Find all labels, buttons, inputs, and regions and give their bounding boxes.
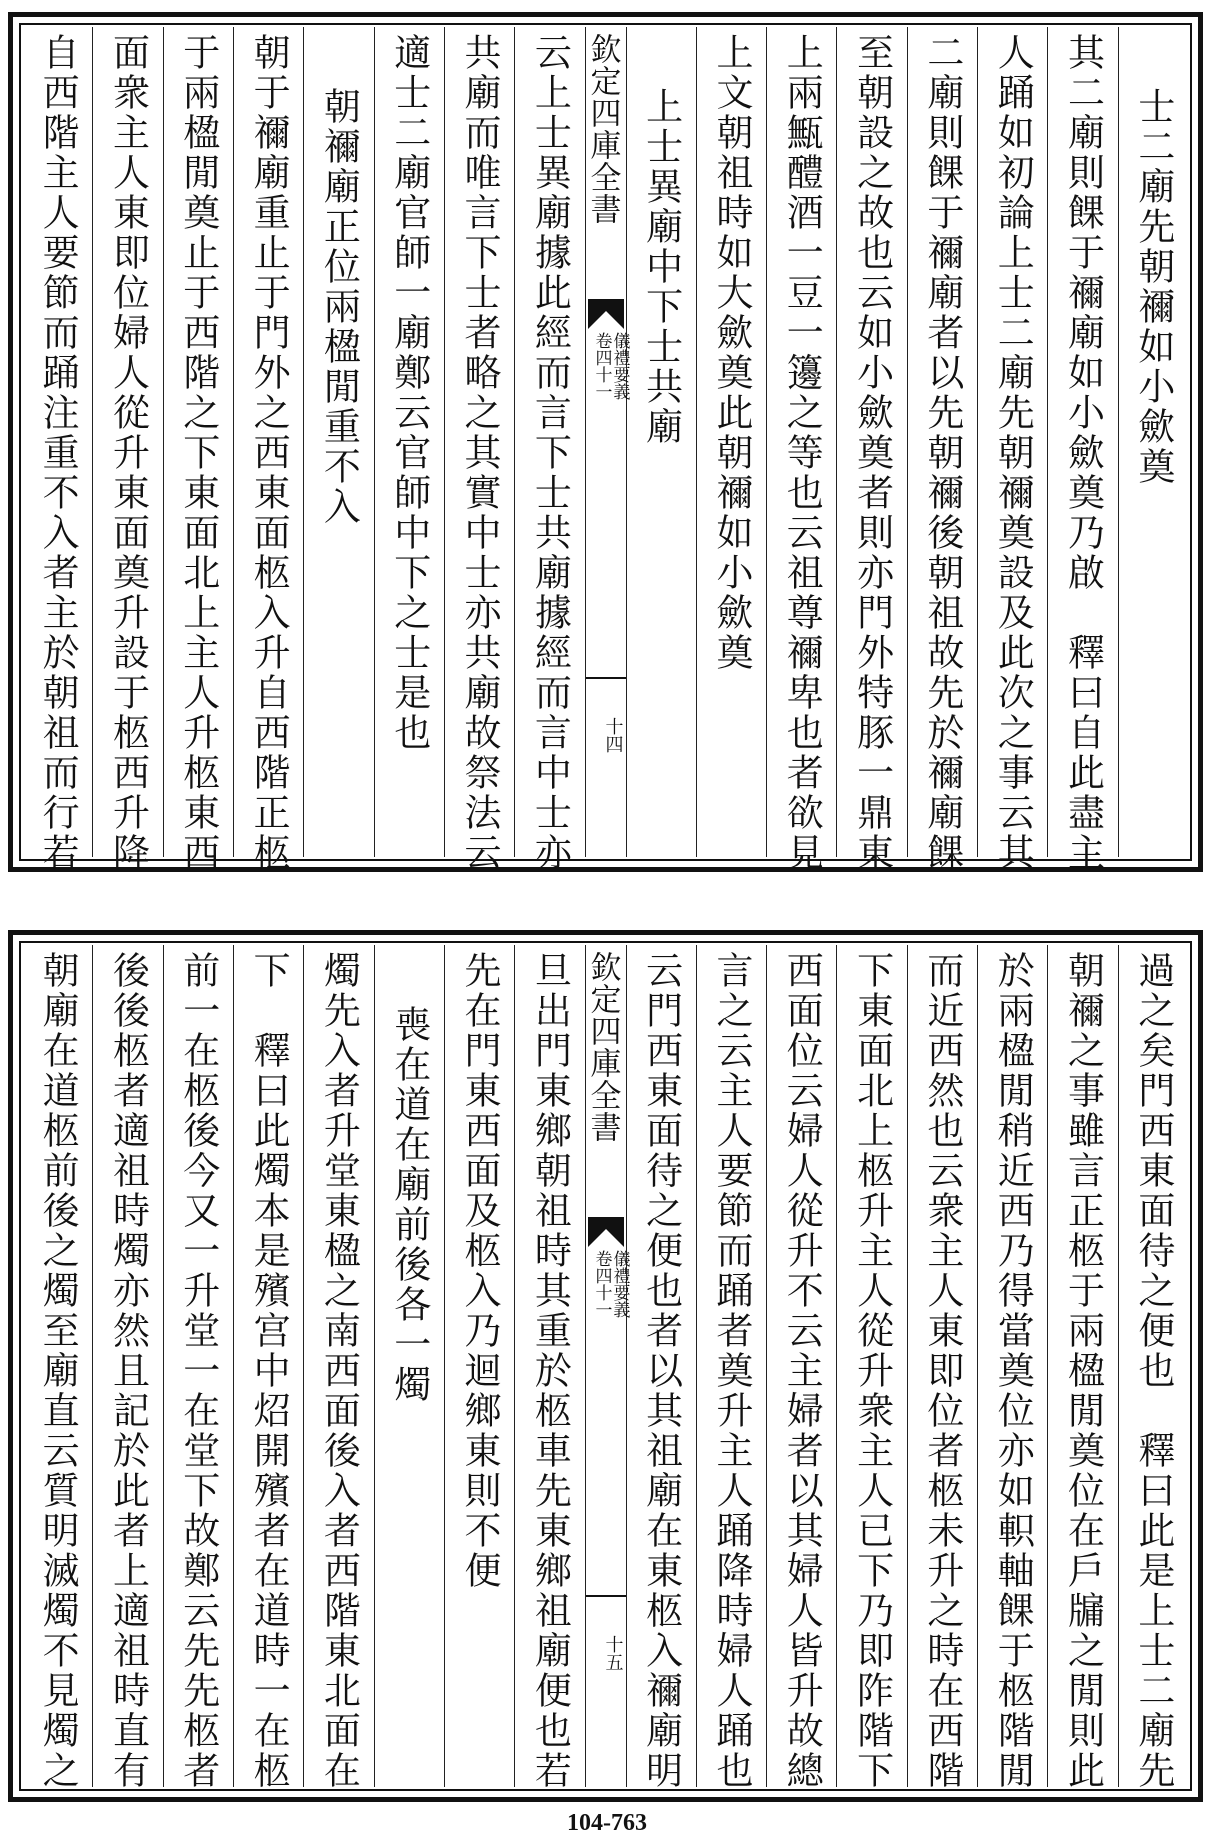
column-text: 朝禰之事雖言正柩于兩楹閒奠位在戶牖之閒則此 [1061, 951, 1105, 1791]
text-column [626, 945, 696, 1791]
margin-title: 欽定四庫全書 [584, 33, 621, 225]
bottom-page-panel [8, 930, 1203, 1802]
section-heading: 喪在道在廟前後各一燭 [387, 1005, 431, 1405]
bottom-text-columns [23, 945, 1188, 1791]
column-text: 上兩甒醴酒一豆一籩之等也云祖尊禰卑也者欲見 [780, 33, 824, 873]
book-margin-strip [584, 945, 630, 1787]
top-page-panel [8, 12, 1203, 872]
text-column [907, 945, 977, 1791]
column-text: 自西階主人要節而踊注重不入者主於朝祖而行若 [36, 33, 80, 873]
text-column [696, 27, 766, 857]
column-text: 前一在柩後今又一升堂一在堂下故鄭云先先柩者 [176, 951, 220, 1791]
text-column [233, 945, 303, 1791]
column-text: 云門西東面待之便也者以其祖廟在東柩入禰廟明 [639, 951, 683, 1791]
text-column [766, 945, 836, 1791]
book-margin-strip [584, 27, 630, 857]
section-heading: 朝禰廟正位兩楹閒重不入 [317, 87, 361, 527]
text-column [514, 945, 584, 1791]
column-text: 言之云主人要節而踊者奠升主人踊降時婦人踊也 [709, 951, 753, 1791]
text-column [977, 27, 1047, 873]
column-text: 面衆主人東即位婦人從升東面奠升設于柩西升降 [106, 33, 150, 873]
column-text: 旦出門東鄉朝祖時其重於柩車先東鄉祖廟便也若 [528, 951, 572, 1791]
text-column [514, 27, 584, 873]
text-column [836, 27, 906, 873]
column-text: 于兩楹閒奠止于西階之下東面北上主人升柩東西 [176, 33, 220, 873]
margin-title: 欽定四庫全書 [584, 951, 621, 1143]
column-text: 至朝設之故也云如小歛奠者則亦門外特豚一鼎東 [850, 33, 894, 873]
text-column [1118, 945, 1188, 1791]
text-column [836, 945, 906, 1791]
column-text: 後後柩者適祖時燭亦然且記於此者上適祖時直有 [106, 951, 150, 1791]
text-column [23, 945, 92, 1791]
column-text: 人踊如初論上士二廟先朝禰奠設及此次之事云其 [991, 33, 1035, 873]
column-text: 於兩楹閒稍近西乃得當奠位亦如軹軸餜于柩階閒 [991, 951, 1035, 1791]
column-text: 燭先入者升堂東楹之南西面後入者西階東北面在 [317, 951, 361, 1791]
text-column [1047, 27, 1117, 873]
section-heading: 上士異廟中下士共廟 [639, 87, 683, 447]
page-number: 104-763 [567, 1810, 647, 1836]
column-text: 朝廟在道柩前後之燭至廟直云質明滅燭不見燭之 [36, 951, 80, 1791]
column-text: 二廟則餜于禰廟者以先朝禰後朝祖故先於禰廟餜 [920, 33, 964, 873]
section-heading-column [374, 945, 444, 1787]
text-column [303, 945, 373, 1791]
column-text: 云上士異廟據此經而言下士共廟據經而言中士亦 [528, 33, 572, 873]
column-text: 朝于禰廟重止于門外之西東面柩入升自西階正柩 [247, 33, 291, 873]
column-text: 上文朝祖時如大歛奠此朝禰如小歛奠 [709, 33, 753, 673]
column-text: 適士二廟官師一廟鄭云官師中下之士是也 [387, 33, 431, 753]
text-column [92, 945, 162, 1791]
text-column [907, 27, 977, 873]
text-column [374, 27, 444, 857]
section-heading-column [626, 27, 696, 857]
column-text: 共廟而唯言下士者略之其實中士亦共廟故祭法云 [458, 33, 502, 873]
text-column [233, 27, 303, 873]
section-heading-column [303, 27, 373, 857]
margin-rule [586, 1595, 626, 1597]
text-column [163, 27, 233, 873]
margin-leaf-number: 十五 [602, 1635, 624, 1671]
text-column [766, 27, 836, 873]
column-text: 下 釋曰此燭本是殯宫中炤開殯者在道時一在柩 [247, 951, 291, 1791]
text-column [92, 27, 162, 873]
margin-book-title: 儀禮要義 [609, 1250, 630, 1318]
top-text-columns [23, 27, 1188, 873]
section-heading-column [1118, 27, 1188, 857]
text-column [444, 27, 514, 873]
fish-tail-mark-icon [588, 1217, 624, 1247]
text-column [163, 945, 233, 1791]
text-column [696, 945, 766, 1791]
section-heading: 士二廟先朝禰如小歛奠 [1131, 87, 1175, 487]
margin-book-title: 儀禮要義 [609, 332, 630, 400]
column-text: 先在門東西面及柩入乃迴鄉東則不便 [458, 951, 502, 1591]
column-text: 而近西然也云衆主人東即位者柩未升之時在西階 [920, 951, 964, 1791]
column-text: 其二廟則餜于禰廟如小歛奠乃啟 釋曰自此盡主 [1061, 33, 1105, 873]
margin-leaf-number: 十四 [602, 717, 624, 753]
text-column [23, 27, 92, 873]
margin-rule [586, 677, 626, 679]
text-column [977, 945, 1047, 1791]
column-text: 西面位云婦人從升不云主婦者以其婦人皆升故總 [780, 951, 824, 1791]
text-column [444, 945, 514, 1787]
fish-tail-mark-icon [588, 299, 624, 329]
column-text: 過之矣門西東面待之便也 釋曰此是上士二廟先 [1131, 951, 1175, 1791]
column-text: 下東面北上柩升主人從升衆主人已下乃即阼階下 [850, 951, 894, 1791]
margin-volume: 卷四十一 [591, 332, 612, 400]
margin-volume: 卷四十一 [591, 1250, 612, 1318]
text-column [1047, 945, 1117, 1791]
